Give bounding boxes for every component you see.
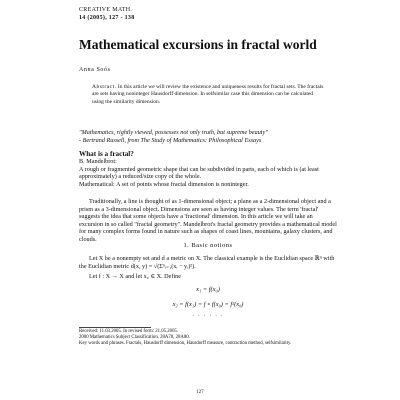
journal-volume: 14 (2005), 127 - 138 <box>79 15 135 21</box>
abstract <box>92 84 324 106</box>
intro-paragraph-text: Traditionally, a line is thought of as 1-dimensional object; a plane as a 2-dimensional object and a prism as a 3-dimensional object. Dimensions are seen as having integer values. The term 'fractal' suggests the idea that some objects have a 'fractional' dimension. In this article we will take an excursion in so called "fractal geometry". Mandelbrot's fractal geometry provides a mathematical model for many complex forms found in nature such as shapes of coast lines, mountains, galaxy clusters, and clouds. <box>79 198 337 243</box>
definition-line: B. Mandelbrot: <box>79 158 117 165</box>
journal-name: CREATIVE MATH. <box>79 7 133 13</box>
definition-line: Mathematical: A set of points whose fractal dimension is noninteger. <box>79 180 249 188</box>
footnote-line: Key words and phrases. Fractals, Hausdorff dimension, Hausdorff measure, contraction method, selfsimilarity. <box>79 341 292 347</box>
equation-x1: x₁ = f(x₀) <box>196 286 220 293</box>
equation-x2: x₂ = f(x₁) = f ∘ f(x₀) = f²(x₀) <box>172 301 244 308</box>
footnote-line: Received: 11.03.2005. In revised form: 21.05.2005. <box>79 329 179 334</box>
what-is-body <box>79 158 337 188</box>
section-heading-basic-notions: 1. Basic notions <box>183 242 233 249</box>
basic-notions-text: Let X be a nonempty set and d a metric on X. The classical example is the Euclidian space ℝⁿ with the Euclidian metric d(x, y) = √(Σⁿᵢ₌₁(xᵢ − yᵢ)²). <box>79 255 335 270</box>
basic-notions-para-1 <box>79 255 337 270</box>
equation-continuation-dots: · · · · · · <box>192 312 224 319</box>
footnote-line: 2000 Mathematics Subject Classification. 28A78, 28A80. <box>79 335 190 341</box>
epigraph-quote <box>79 129 339 144</box>
paper-title: Mathematical excursions in fractal world <box>79 37 317 52</box>
quote-text: "Mathematics, rightly viewed, possesses not only truth, but supreme beauty" <box>79 129 268 136</box>
definition-line: A rough or fragmented geometric shape that can be subdivided in parts, each of which is (at least approximately) a reduced/size copy of the whole. <box>79 165 319 181</box>
abstract-text: In this article we will review the existence and uniqueness results for fractal sets. The fractals are sets having noninteger Hausdorff dimension. In selfsimilar case this dimension can be calculated using the similarity dimension. <box>92 84 324 105</box>
what-is-heading: What is a fractal? <box>79 150 134 158</box>
basic-notions-text: Let f : X → X and let x₀ ∈ X. Define <box>89 273 181 280</box>
basic-notions-para-2 <box>79 273 337 281</box>
page-number: 127 <box>196 390 204 395</box>
intro-paragraph <box>79 198 337 244</box>
author-name: Anna Soós <box>79 67 111 73</box>
footnote-divider <box>79 327 151 328</box>
quote-attribution: - Bertrand Russell, from The Study of Mathematics: Philosophical Essays <box>79 136 262 144</box>
journal-header <box>79 6 135 22</box>
footnotes <box>79 329 337 348</box>
abstract-label: Abstract. <box>92 84 117 90</box>
